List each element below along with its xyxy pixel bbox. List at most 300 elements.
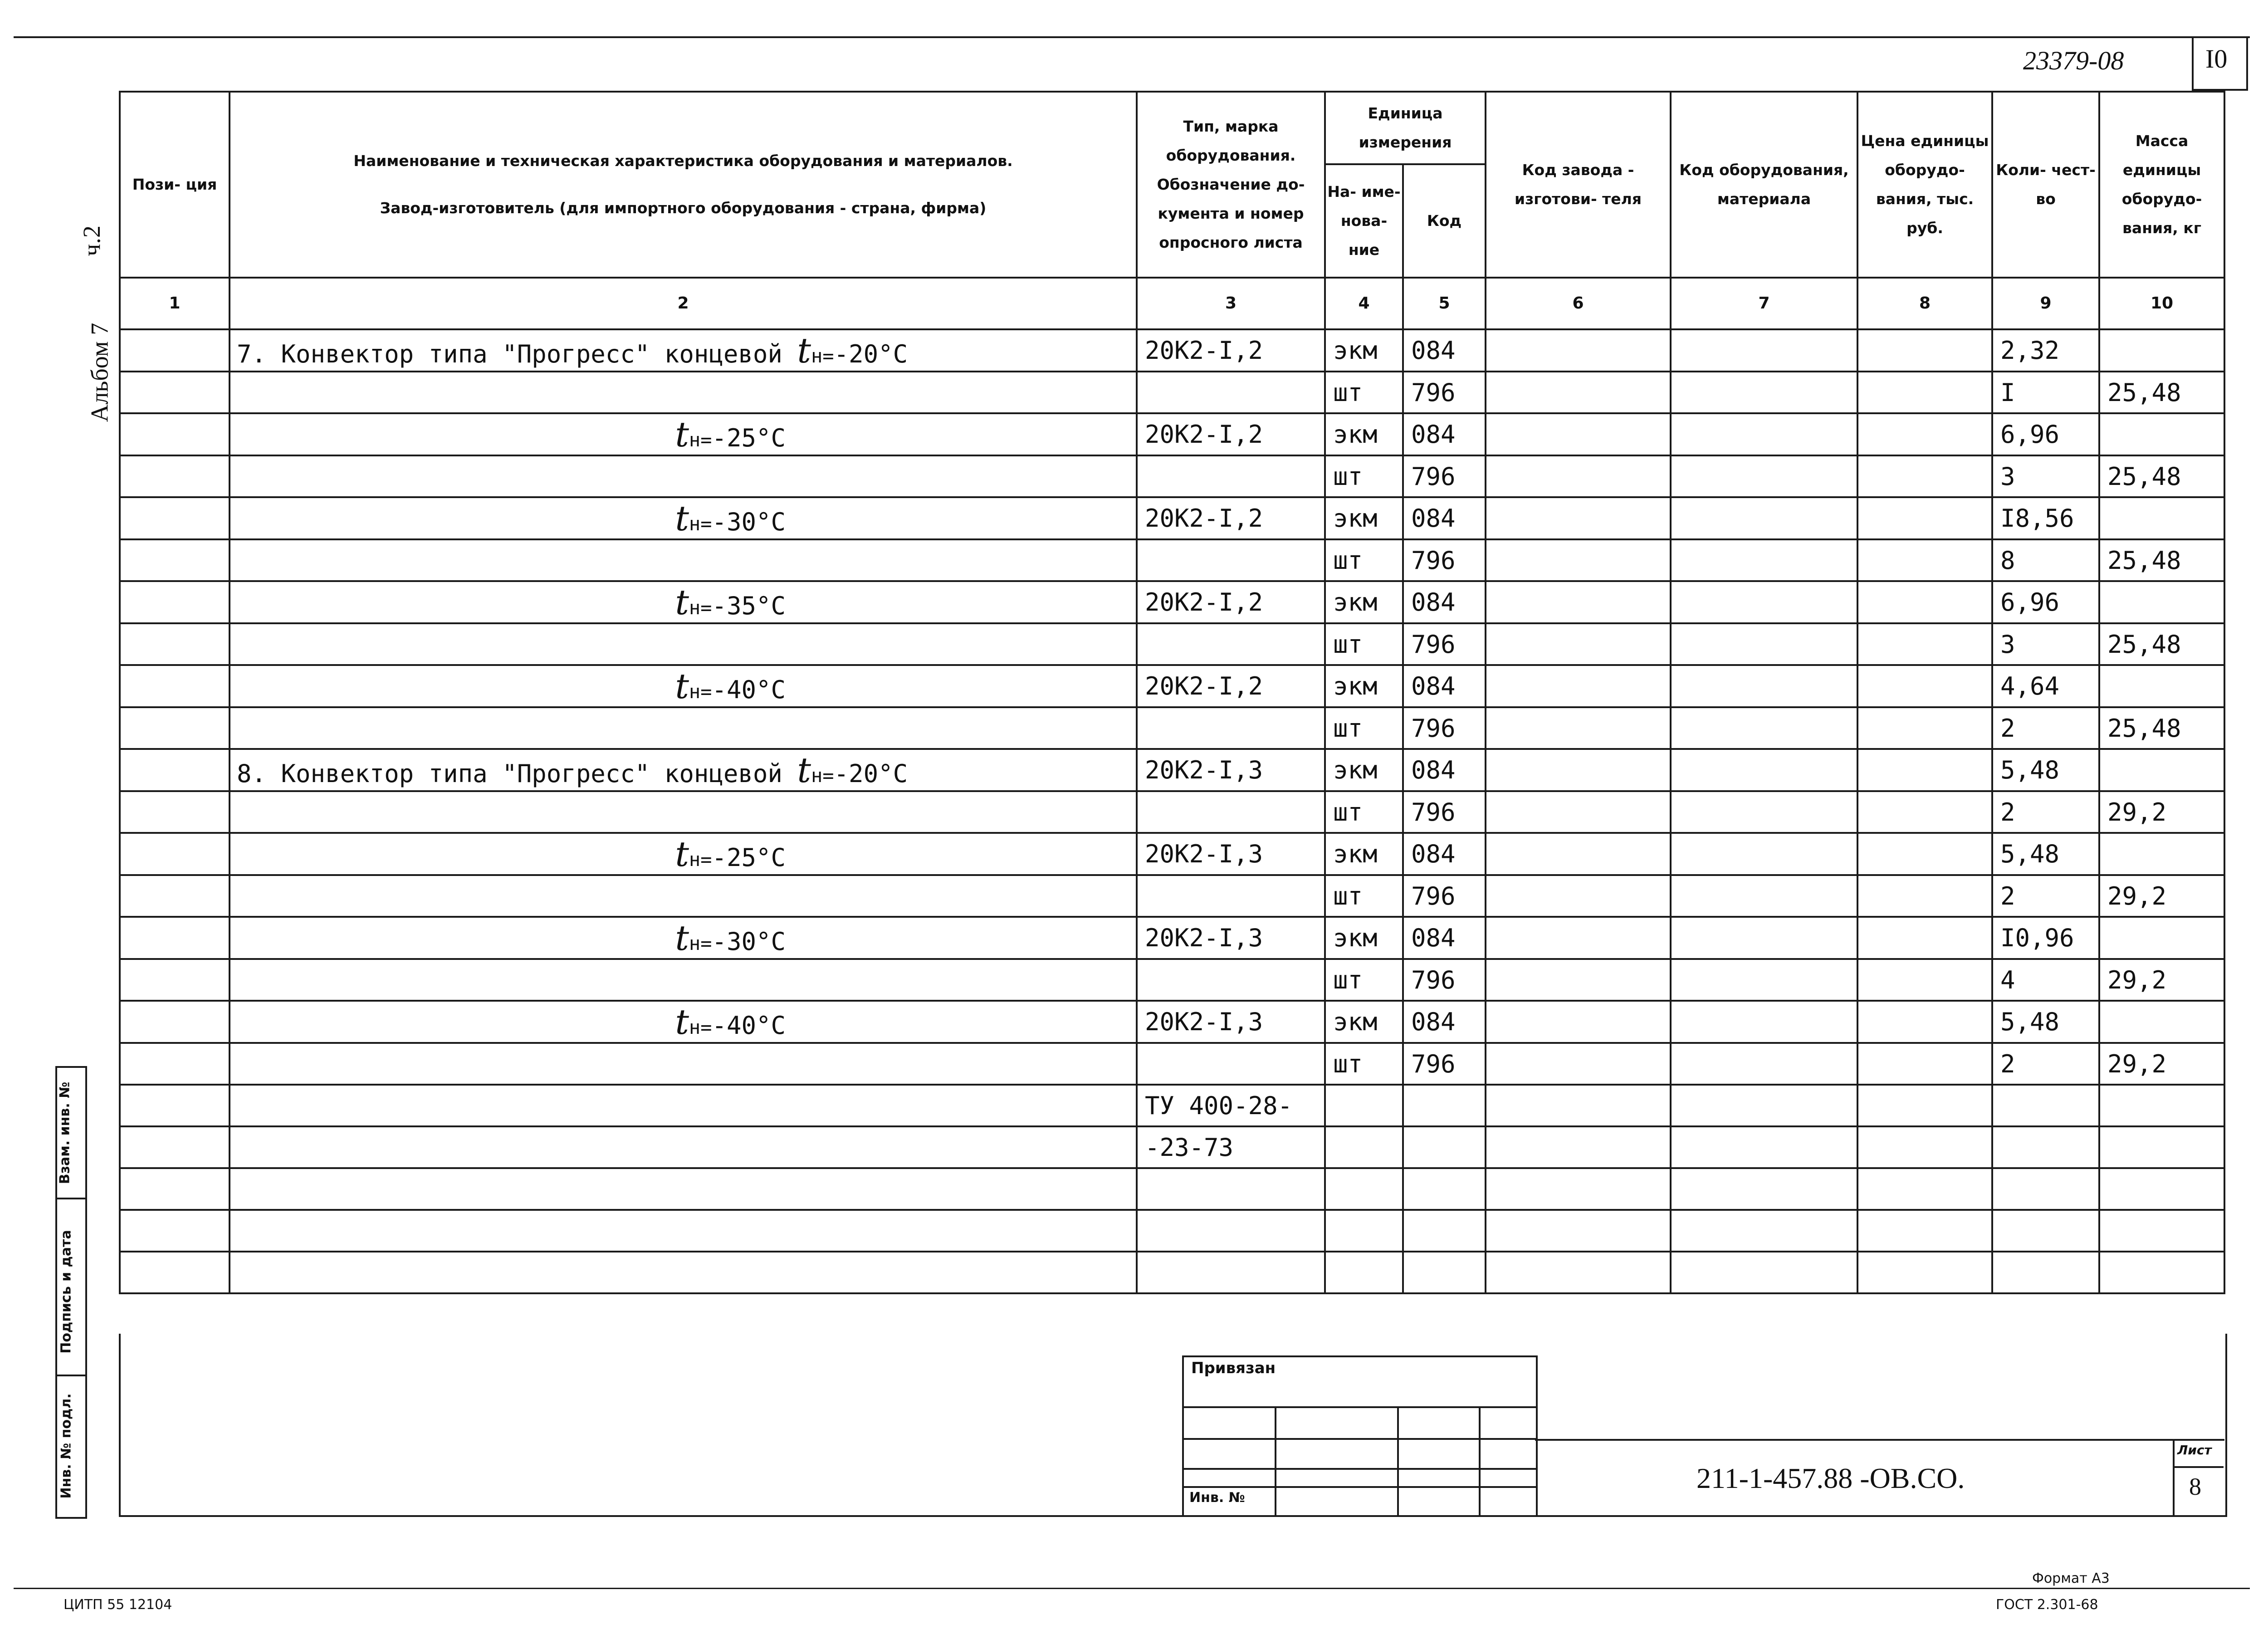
inv-no-label: Инв. № [1189, 1490, 1245, 1506]
cell-type [1137, 707, 1325, 749]
cell-position [120, 413, 230, 455]
cell-factory-code [1486, 497, 1671, 539]
cell-mass [2099, 1168, 2224, 1210]
cell-quantity [1992, 1252, 2099, 1293]
cell-type [1137, 539, 1325, 581]
cell-type [1137, 1168, 1325, 1210]
cell-quantity: 2 [1992, 1043, 2099, 1085]
cell-unit-name [1325, 1252, 1403, 1293]
col-header-name [230, 92, 1137, 278]
cell-unit-code: 084 [1403, 749, 1486, 791]
cell-factory-code [1486, 372, 1671, 413]
cell-type: 20К2-I,3 [1137, 833, 1325, 875]
cell-quantity: 2 [1992, 875, 2099, 917]
cell-type [1137, 959, 1325, 1001]
cell-name [230, 1001, 1137, 1043]
cell-unit-name [1325, 1210, 1403, 1252]
footer-format: Формат А3 [2032, 1570, 2110, 1586]
cell-equipment-code [1671, 329, 1857, 372]
cell-type [1137, 623, 1325, 665]
cell-position [120, 497, 230, 539]
cell-equipment-code [1671, 1085, 1857, 1126]
cell-position [120, 455, 230, 497]
col-number: 9 [1992, 278, 2099, 329]
cell-unit-name: экм [1325, 581, 1403, 623]
cell-unit-name: шт [1325, 623, 1403, 665]
cell-name [230, 1043, 1137, 1085]
cell-price [1857, 1210, 1992, 1252]
cell-mass [2099, 329, 2224, 372]
col-number: 5 [1403, 278, 1486, 329]
table-row [120, 581, 2224, 623]
cell-mass [2099, 413, 2224, 455]
col-number: 8 [1857, 278, 1992, 329]
temperature-subscript: н= [689, 848, 712, 871]
table-row [120, 665, 2224, 707]
cell-factory-code [1486, 455, 1671, 497]
cell-name [230, 623, 1137, 665]
cell-unit-name: шт [1325, 372, 1403, 413]
cell-factory-code [1486, 539, 1671, 581]
cell-position [120, 917, 230, 959]
cell-unit-name: экм [1325, 749, 1403, 791]
name-lead: 8. Конвектор типа "Прогресс" концевой [237, 759, 797, 788]
cell-type [1137, 1043, 1325, 1085]
temperature-subscript: н= [689, 597, 712, 619]
table-row [120, 707, 2224, 749]
temperature-value: -30°С [712, 508, 786, 536]
cell-price [1857, 707, 1992, 749]
cell-name [230, 581, 1137, 623]
name-text [237, 750, 908, 790]
cell-factory-code [1486, 707, 1671, 749]
col-number: 7 [1671, 278, 1857, 329]
sheet-number: 23379-08 [2023, 46, 2124, 75]
table-row [120, 413, 2224, 455]
cell-unit-code: 796 [1403, 539, 1486, 581]
cell-mass [2099, 497, 2224, 539]
cell-factory-code [1486, 791, 1671, 833]
cell-type: -23-73 [1137, 1126, 1325, 1168]
cell-factory-code [1486, 1168, 1671, 1210]
privyazan-rule [1182, 1406, 1536, 1408]
temperature-symbol: t [797, 750, 811, 790]
list-box-rule [2173, 1466, 2224, 1468]
cell-equipment-code [1671, 497, 1857, 539]
cell-unit-name: экм [1325, 329, 1403, 372]
privyazan-rule [1182, 1438, 1536, 1440]
cell-unit-code: 796 [1403, 791, 1486, 833]
cell-equipment-code [1671, 665, 1857, 707]
cell-equipment-code [1671, 1126, 1857, 1168]
cell-unit-name [1325, 1126, 1403, 1168]
col-number: 6 [1486, 278, 1671, 329]
cell-name [230, 372, 1137, 413]
cell-quantity: I8,56 [1992, 497, 2099, 539]
top-edge-line [14, 36, 2250, 38]
cell-type [1137, 372, 1325, 413]
table-row [120, 372, 2224, 413]
temperature-symbol: t [797, 330, 811, 371]
cell-mass: 25,48 [2099, 707, 2224, 749]
cell-name [230, 665, 1137, 707]
cell-unit-name: шт [1325, 455, 1403, 497]
cell-position [120, 749, 230, 791]
cell-unit-name: шт [1325, 707, 1403, 749]
cell-unit-code: 084 [1403, 581, 1486, 623]
cell-unit-name: экм [1325, 413, 1403, 455]
cell-type: 20К2-I,2 [1137, 665, 1325, 707]
cell-equipment-code [1671, 791, 1857, 833]
cell-type: 20К2-I,2 [1137, 581, 1325, 623]
side-stamp-podpis: Подпись и дата [58, 1230, 74, 1354]
cell-unit-code: 084 [1403, 413, 1486, 455]
temperature-value: -35°С [712, 592, 786, 620]
cell-type [1137, 1252, 1325, 1293]
cell-price [1857, 329, 1992, 372]
cell-quantity: I [1992, 372, 2099, 413]
cell-name [230, 833, 1137, 875]
cell-unit-code [1403, 1168, 1486, 1210]
doc-code-top-rule [1535, 1439, 2224, 1441]
cell-mass [2099, 665, 2224, 707]
temperature-subscript: н= [689, 1016, 712, 1038]
cell-quantity: 2 [1992, 707, 2099, 749]
cell-position [120, 372, 230, 413]
cell-equipment-code [1671, 959, 1857, 1001]
cell-unit-name: экм [1325, 917, 1403, 959]
temperature-symbol: t [675, 582, 689, 622]
cell-factory-code [1486, 875, 1671, 917]
cell-price [1857, 1043, 1992, 1085]
cell-mass [2099, 1001, 2224, 1043]
table-row [120, 623, 2224, 665]
cell-mass: 25,48 [2099, 623, 2224, 665]
side-stamp-divider [55, 1198, 85, 1199]
cell-quantity [1992, 1126, 2099, 1168]
cell-mass: 25,48 [2099, 372, 2224, 413]
col-header-factory-code: Код завода - изготови- теля [1486, 92, 1671, 278]
name-text [237, 1002, 786, 1042]
col-number: 3 [1137, 278, 1325, 329]
cell-type: 20К2-I,2 [1137, 329, 1325, 372]
cell-position [120, 329, 230, 372]
col-header-unit-code: Код [1403, 164, 1486, 278]
cell-unit-code: 796 [1403, 455, 1486, 497]
table-row [120, 1001, 2224, 1043]
cell-quantity: 2,32 [1992, 329, 2099, 372]
cell-name [230, 455, 1137, 497]
cell-price [1857, 413, 1992, 455]
cell-mass: 29,2 [2099, 1043, 2224, 1085]
cell-mass: 29,2 [2099, 875, 2224, 917]
cell-equipment-code [1671, 833, 1857, 875]
cell-name [230, 791, 1137, 833]
cell-unit-code: 796 [1403, 707, 1486, 749]
cell-type: 20К2-I,3 [1137, 1001, 1325, 1043]
cell-mass: 29,2 [2099, 959, 2224, 1001]
cell-equipment-code [1671, 581, 1857, 623]
cell-position [120, 623, 230, 665]
cell-equipment-code [1671, 1210, 1857, 1252]
privyazan-vrule [1397, 1406, 1399, 1515]
list-label: Лист [2177, 1443, 2212, 1458]
cell-price [1857, 1126, 1992, 1168]
cell-equipment-code [1671, 875, 1857, 917]
name-text [237, 414, 786, 455]
cell-quantity [1992, 1085, 2099, 1126]
cell-equipment-code [1671, 749, 1857, 791]
cell-type [1137, 1210, 1325, 1252]
cell-name [230, 917, 1137, 959]
col-header-quantity: Коли- чест- во [1992, 92, 2099, 278]
cell-name [230, 959, 1137, 1001]
cell-equipment-code [1671, 539, 1857, 581]
cell-mass [2099, 581, 2224, 623]
temperature-value: -25°С [712, 843, 786, 872]
cell-factory-code [1486, 917, 1671, 959]
side-stamp-divider [55, 1375, 85, 1376]
specification-table [119, 91, 2225, 1294]
cell-unit-code: 084 [1403, 497, 1486, 539]
temperature-symbol: t [675, 1002, 689, 1042]
cell-mass [2099, 1252, 2224, 1293]
cell-factory-code [1486, 1001, 1671, 1043]
cell-mass [2099, 833, 2224, 875]
temperature-subscript: н= [811, 764, 834, 787]
table-row [120, 1085, 2224, 1126]
name-text [237, 918, 786, 958]
cell-price [1857, 917, 1992, 959]
cell-equipment-code [1671, 372, 1857, 413]
cell-mass [2099, 1126, 2224, 1168]
cell-position [120, 665, 230, 707]
cell-unit-code: 084 [1403, 833, 1486, 875]
cell-price [1857, 455, 1992, 497]
table-row [120, 875, 2224, 917]
footer-left-code: ЦИТП 55 12104 [64, 1597, 172, 1613]
cell-factory-code [1486, 959, 1671, 1001]
cell-factory-code [1486, 833, 1671, 875]
table-row [120, 497, 2224, 539]
cell-unit-name [1325, 1168, 1403, 1210]
col-number: 1 [120, 278, 230, 329]
cell-price [1857, 581, 1992, 623]
cell-price [1857, 1168, 1992, 1210]
cell-position [120, 707, 230, 749]
cell-name [230, 1085, 1137, 1126]
cell-quantity: 4,64 [1992, 665, 2099, 707]
cell-quantity [1992, 1168, 2099, 1210]
cell-unit-code: 084 [1403, 329, 1486, 372]
cell-price [1857, 665, 1992, 707]
table-row [120, 959, 2224, 1001]
cell-equipment-code [1671, 1001, 1857, 1043]
cell-position [120, 1126, 230, 1168]
cell-name [230, 413, 1137, 455]
temperature-value: -40°С [712, 1011, 786, 1040]
cell-type: 20К2-I,2 [1137, 413, 1325, 455]
cell-unit-code [1403, 1210, 1486, 1252]
cell-unit-code: 084 [1403, 665, 1486, 707]
side-stamp-vzam: Взам. инв. № [57, 1081, 73, 1184]
table-row [120, 539, 2224, 581]
cell-name [230, 1168, 1137, 1210]
cell-price [1857, 372, 1992, 413]
cell-unit-code [1403, 1252, 1486, 1293]
cell-name [230, 1126, 1137, 1168]
name-text [237, 834, 786, 874]
cell-type: ТУ 400-28- [1137, 1085, 1325, 1126]
cell-position [120, 1085, 230, 1126]
cell-price [1857, 959, 1992, 1001]
cell-unit-name: шт [1325, 875, 1403, 917]
cell-unit-name: шт [1325, 791, 1403, 833]
cell-factory-code [1486, 623, 1671, 665]
col-number: 2 [230, 278, 1137, 329]
cell-unit-name: экм [1325, 665, 1403, 707]
cell-unit-code [1403, 1085, 1486, 1126]
cell-name [230, 1210, 1137, 1252]
cell-mass: 29,2 [2099, 791, 2224, 833]
cell-quantity: 8 [1992, 539, 2099, 581]
col-header-mass: Масса единицы оборудо- вания, кг [2099, 92, 2224, 278]
cell-quantity: 6,96 [1992, 413, 2099, 455]
cell-unit-code: 796 [1403, 1043, 1486, 1085]
cell-equipment-code [1671, 1168, 1857, 1210]
cell-position [120, 791, 230, 833]
cell-quantity: 5,48 [1992, 833, 2099, 875]
temperature-subscript: н= [689, 932, 712, 954]
name-text [237, 330, 908, 371]
cell-price [1857, 749, 1992, 791]
cell-factory-code [1486, 413, 1671, 455]
cell-mass [2099, 1210, 2224, 1252]
cell-mass: 25,48 [2099, 539, 2224, 581]
col-header-unit: Единица измерения [1325, 92, 1486, 164]
cell-type [1137, 875, 1325, 917]
cell-name [230, 329, 1137, 372]
name-lead: 7. Конвектор типа "Прогресс" концевой [237, 340, 797, 368]
name-text [237, 498, 786, 538]
cell-equipment-code [1671, 455, 1857, 497]
table-row [120, 791, 2224, 833]
cell-position [120, 833, 230, 875]
cell-unit-name: экм [1325, 497, 1403, 539]
part-label: ч.2 [78, 225, 105, 256]
cell-factory-code [1486, 1126, 1671, 1168]
cell-price [1857, 833, 1992, 875]
cell-type [1137, 791, 1325, 833]
cell-price [1857, 623, 1992, 665]
temperature-value: -40°С [712, 675, 786, 704]
table-row [120, 1252, 2224, 1293]
cell-price [1857, 791, 1992, 833]
cell-price [1857, 497, 1992, 539]
cell-equipment-code [1671, 917, 1857, 959]
cell-factory-code [1486, 581, 1671, 623]
cell-position [120, 1210, 230, 1252]
cell-name [230, 707, 1137, 749]
table-row [120, 1168, 2224, 1210]
cell-equipment-code [1671, 1252, 1857, 1293]
privyazan-rule [1182, 1468, 1536, 1470]
side-stamp-inv: Инв. № подл. [58, 1393, 74, 1499]
temperature-symbol: t [675, 834, 689, 874]
cell-quantity: 6,96 [1992, 581, 2099, 623]
cell-price [1857, 1252, 1992, 1293]
cell-name [230, 875, 1137, 917]
cell-position [120, 959, 230, 1001]
col-header-name-line1: Наименование и техническая характеристика оборудования и материалов. [353, 152, 1013, 170]
cell-price [1857, 875, 1992, 917]
cell-mass: 25,48 [2099, 455, 2224, 497]
document-code: 211-1-457.88 -ОВ.СО. [1696, 1462, 1965, 1494]
cell-type [1137, 455, 1325, 497]
cell-type: 20К2-I,3 [1137, 917, 1325, 959]
table-row [120, 1126, 2224, 1168]
table-row [120, 1043, 2224, 1085]
table-row [120, 455, 2224, 497]
col-number: 10 [2099, 278, 2224, 329]
cell-quantity [1992, 1210, 2099, 1252]
cell-quantity: 5,48 [1992, 1001, 2099, 1043]
col-header-price: Цена единицы оборудо- вания, тыс. руб. [1857, 92, 1992, 278]
cell-unit-code: 796 [1403, 959, 1486, 1001]
cell-position [120, 1252, 230, 1293]
temperature-value: -25°С [712, 424, 786, 452]
privyazan-rule [1182, 1486, 1536, 1488]
cell-mass [2099, 749, 2224, 791]
cell-equipment-code [1671, 707, 1857, 749]
specification-body [120, 329, 2224, 1293]
cell-equipment-code [1671, 1043, 1857, 1085]
cell-unit-code: 084 [1403, 1001, 1486, 1043]
cell-quantity: 3 [1992, 623, 2099, 665]
cell-unit-name: экм [1325, 833, 1403, 875]
cell-factory-code [1486, 1043, 1671, 1085]
cell-position [120, 875, 230, 917]
temperature-value: -30°С [712, 927, 786, 956]
temperature-symbol: t [675, 498, 689, 538]
cell-equipment-code [1671, 623, 1857, 665]
list-value: 8 [2189, 1473, 2201, 1500]
temperature-symbol: t [675, 414, 689, 455]
cell-quantity: I0,96 [1992, 917, 2099, 959]
table-row [120, 329, 2224, 372]
cell-unit-name: шт [1325, 959, 1403, 1001]
cell-factory-code [1486, 329, 1671, 372]
temperature-value: -20°С [834, 340, 908, 368]
cell-type: 20К2-I,2 [1137, 497, 1325, 539]
name-text [237, 666, 786, 706]
cell-mass [2099, 917, 2224, 959]
footer-gost: ГОСТ 2.301-68 [1996, 1597, 2098, 1613]
privyazan-vrule [1479, 1406, 1481, 1515]
cell-unit-code: 796 [1403, 623, 1486, 665]
table-row [120, 917, 2224, 959]
cell-name [230, 749, 1137, 791]
privyazan-label: Привязан [1191, 1359, 1276, 1377]
cell-name [230, 539, 1137, 581]
temperature-value: -20°С [834, 759, 908, 788]
col-number: 4 [1325, 278, 1403, 329]
cell-unit-code: 084 [1403, 917, 1486, 959]
temperature-symbol: t [675, 666, 689, 706]
cell-unit-name: экм [1325, 1001, 1403, 1043]
cell-unit-name [1325, 1085, 1403, 1126]
cell-quantity: 3 [1992, 455, 2099, 497]
